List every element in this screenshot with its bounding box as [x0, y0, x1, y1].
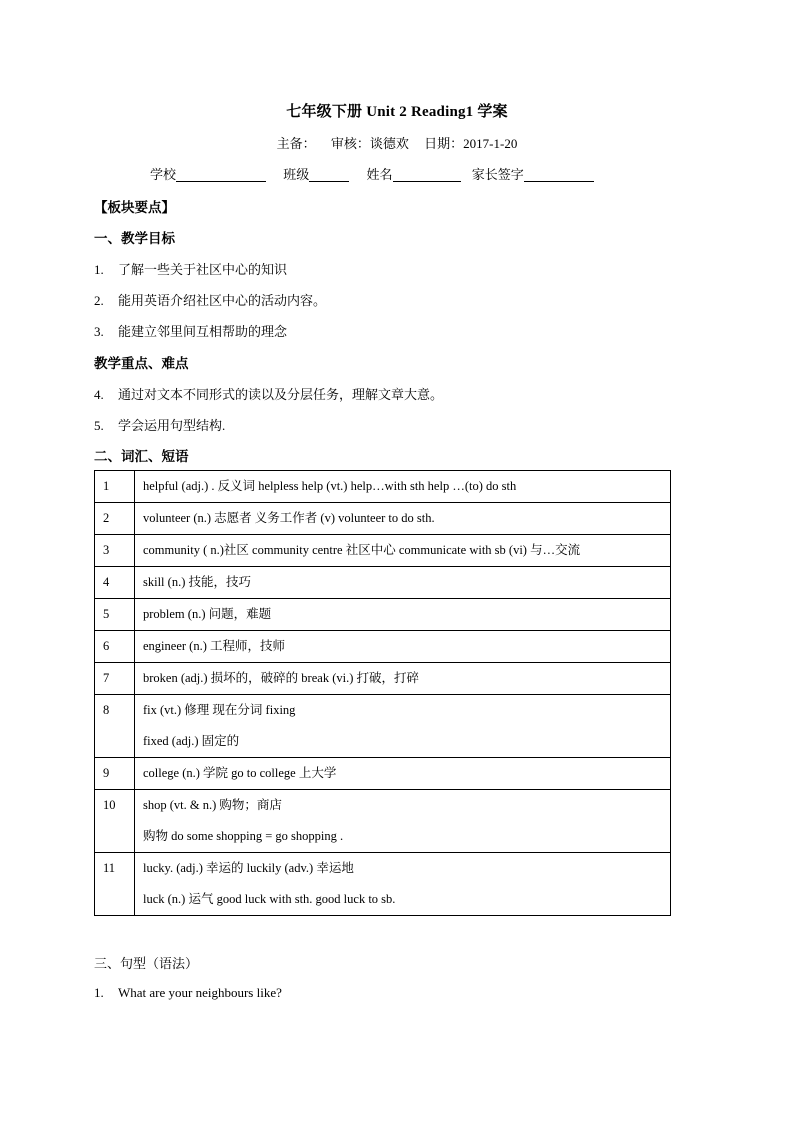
row-line: lucky. (adj.) 幸运的 luckily (adv.) 幸运地	[143, 861, 354, 875]
focus-text: 通过对文本不同形式的读以及分层任务，理解文章大意。	[118, 387, 444, 402]
table-row	[95, 471, 671, 503]
sentences-heading: 三、句型（语法）	[94, 956, 199, 971]
focus-num: 4.	[94, 387, 104, 402]
row-number: 3	[95, 535, 135, 567]
row-number: 7	[95, 663, 135, 695]
goal-num: 3.	[94, 324, 104, 339]
row-line: fixed (adj.) 固定的	[143, 734, 240, 748]
date-label: 日期：2017-1-20	[424, 136, 518, 151]
table-row	[95, 758, 671, 790]
sentence-text: What are your neighbours like?	[118, 985, 282, 1000]
row-line: college (n.) 学院 go to college 上大学	[143, 766, 337, 780]
row-content	[135, 631, 671, 663]
focus-item	[94, 384, 443, 403]
table-row	[95, 663, 671, 695]
row-line: fix (vt.) 修理 现在分词 fixing	[143, 703, 296, 717]
name-label: 姓名	[366, 167, 393, 182]
table-row	[95, 695, 671, 758]
goal-num: 2.	[94, 293, 104, 308]
row-content	[135, 567, 671, 599]
author-meta	[0, 133, 794, 152]
parent-sign-blank[interactable]	[524, 167, 594, 182]
row-line: 购物 do some shopping = go shopping .	[143, 829, 344, 843]
table-row	[95, 631, 671, 663]
row-line: volunteer (n.) 志愿者 义务工作者 (v) volunteer to do sth.	[143, 511, 435, 525]
school-label: 学校	[150, 167, 177, 182]
row-number: 1	[95, 471, 135, 503]
goal-num: 1.	[94, 262, 104, 277]
row-number: 10	[95, 790, 135, 853]
row-number: 11	[95, 853, 135, 916]
row-number: 2	[95, 503, 135, 535]
row-content	[135, 535, 671, 567]
row-content	[135, 663, 671, 695]
row-content	[135, 503, 671, 535]
row-line: problem (n.) 问题，难题	[143, 607, 272, 621]
preparer-label: 主备：	[276, 136, 316, 151]
focus-heading: 教学重点、难点	[94, 356, 189, 371]
row-line: luck (n.) 运气 good luck with sth. good luck to sb.	[143, 892, 396, 906]
goal-text: 能用英语介绍社区中心的活动内容。	[118, 293, 327, 308]
class-label: 班级	[283, 167, 310, 182]
focus-text: 学会运用句型结构.	[118, 418, 226, 433]
row-content	[135, 790, 671, 853]
vocab-heading: 二、词汇、短语	[94, 449, 189, 464]
name-blank[interactable]	[393, 167, 461, 182]
sentence-item	[94, 985, 282, 1001]
goal-text: 能建立邻里间互相帮助的理念	[118, 324, 288, 339]
row-content	[135, 471, 671, 503]
goal-text: 了解一些关于社区中心的知识	[118, 262, 288, 277]
row-content	[135, 758, 671, 790]
school-blank[interactable]	[176, 167, 266, 182]
student-info-fields	[150, 164, 602, 183]
row-line: community ( n.)社区 community centre 社区中心 communicate with sb (vi) 与…交流	[143, 543, 581, 557]
table-row	[95, 567, 671, 599]
class-blank[interactable]	[309, 167, 349, 182]
focus-num: 5.	[94, 418, 104, 433]
row-line: helpful (adj.) . 反义词 helpless help (vt.) help…with sth help …(to) do sth	[143, 479, 517, 493]
vocab-table	[94, 470, 671, 916]
row-number: 5	[95, 599, 135, 631]
row-line: shop (vt. & n.) 购物；商店	[143, 798, 282, 812]
row-line: broken (adj.) 损坏的，破碎的 break (vi.) 打破，打碎	[143, 671, 419, 685]
row-content	[135, 853, 671, 916]
goal-item	[94, 290, 326, 309]
table-row	[95, 535, 671, 567]
row-line: skill (n.) 技能，技巧	[143, 575, 251, 589]
row-number: 9	[95, 758, 135, 790]
key-points-heading: 【板块要点】	[94, 200, 175, 215]
table-row	[95, 599, 671, 631]
row-number: 4	[95, 567, 135, 599]
parent-sign-label: 家长签字	[471, 167, 524, 182]
row-number: 8	[95, 695, 135, 758]
reviewer-label: 审核：谈德欢	[330, 136, 409, 151]
row-content	[135, 695, 671, 758]
page-title: 七年级下册 Unit 2 Reading1 学案	[286, 104, 508, 120]
table-row	[95, 790, 671, 853]
row-content	[135, 599, 671, 631]
row-number: 6	[95, 631, 135, 663]
row-line: engineer (n.) 工程师，技师	[143, 639, 285, 653]
goal-item	[94, 259, 287, 278]
goal-item	[94, 321, 287, 340]
table-row	[95, 503, 671, 535]
goals-heading: 一、教学目标	[94, 231, 175, 246]
focus-item	[94, 415, 225, 434]
sentence-num: 1.	[94, 985, 104, 1000]
table-row	[95, 853, 671, 916]
